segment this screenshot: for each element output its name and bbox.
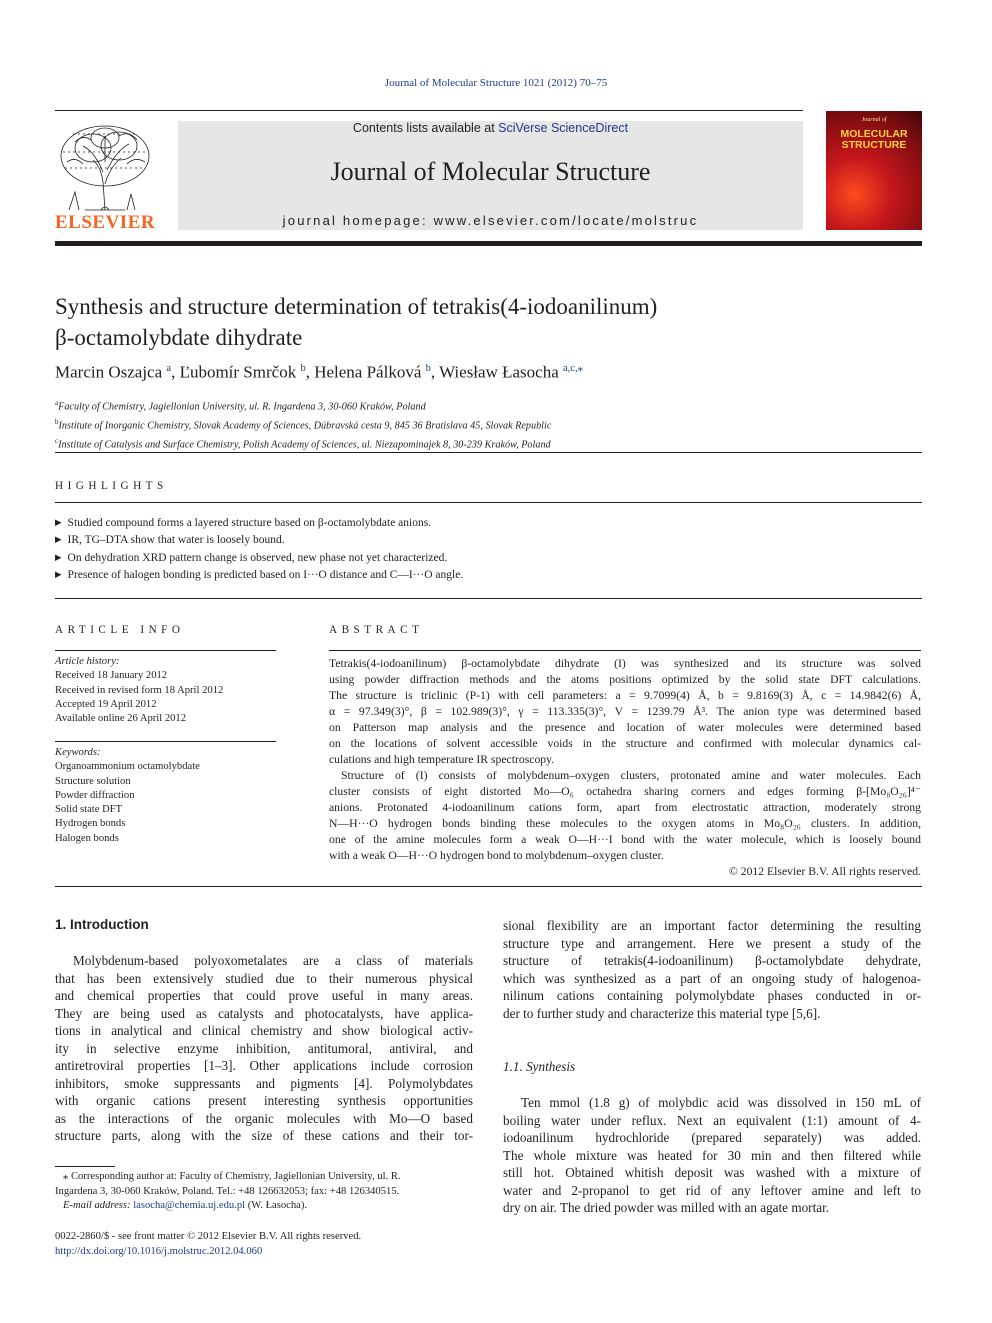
keyword-item: Structure solution <box>55 775 131 787</box>
body-line: ity in selective enzyme inhibition, antitumoral, antiviral, and <box>55 1040 473 1056</box>
article-info-rule <box>55 650 276 651</box>
cover-title-line1: MOLECULAR <box>840 128 908 140</box>
triangle-bullet-icon: ▶ <box>55 518 62 528</box>
body-line: der to further study and characterize this material type [5,6]. <box>503 1005 821 1021</box>
synthesis-text <box>503 1094 921 1217</box>
contents-line <box>178 121 803 135</box>
contents-prefix: Contents lists available at <box>352 121 499 135</box>
author-name: Helena Pálková <box>314 362 422 382</box>
author-separator: , <box>430 362 440 382</box>
introduction-text <box>55 952 473 1145</box>
abstract-line: using powder diffraction methods and the atoms positions optimized by the solid state DFT calculations. <box>329 673 921 686</box>
highlights-list <box>55 515 915 584</box>
abstract-body <box>329 656 921 880</box>
affiliation-text: Institute of Inorganic Chemistry, Slovak Academy of Sciences, Dúbravská cesta 9, 845 36 Bratislava 45, Slovak Republic <box>58 420 552 432</box>
keywords <box>55 746 276 846</box>
triangle-bullet-icon: ▶ <box>55 569 62 580</box>
header-thick-rule <box>55 241 922 246</box>
body-line: Molybdenum-based polyoxometalates are a class of materials <box>73 953 473 968</box>
body-line: sional flexibility are an important factor determining the resulting <box>503 918 921 933</box>
article-title <box>55 291 915 353</box>
title-line-2: β-octamolybdate dihydrate <box>55 325 303 350</box>
cover-title <box>826 129 922 151</box>
journal-reference[interactable]: Journal of Molecular Structure 1021 (2012) 70–75 <box>384 77 608 89</box>
highlight-text: On dehydration XRD pattern change is observed, new phase not yet characterized. <box>67 551 448 564</box>
abstract-line: culations and high temperature IR spectroscopy. <box>329 753 555 766</box>
body-line: antiretroviral properties [1–3]. Other applications include corrosion <box>55 1058 473 1073</box>
issn-line: 0022-2860/$ - see front matter © 2012 Elsevier B.V. All rights reserved. <box>55 1231 362 1242</box>
highlight-text: Presence of halogen bonding is predicted based on I···O distance and C—I···O angle. <box>67 568 464 581</box>
body-line: still hot. Obtained whitish deposit was washed with a mixture of <box>503 1165 921 1180</box>
email-line <box>55 1199 473 1214</box>
author-affil-link[interactable]: a <box>166 363 172 374</box>
cover-title-line2: STRUCTURE <box>841 139 907 151</box>
abstract-paragraph-2 <box>329 768 921 864</box>
body-line: tions in analytical and clinical chemistry and show biological activ- <box>55 1023 473 1038</box>
footnote-rule <box>55 1166 115 1167</box>
keyword-item: Solid state DFT <box>55 804 123 816</box>
body-line: structure type and arrangement. Here we present a study of the <box>503 935 921 951</box>
body-line: boiling water under reflux. Next an equivalent (1:1) amount of 4- <box>503 1112 921 1128</box>
history-item: Available online 26 April 2012 <box>55 713 187 725</box>
body-line: which was synthesized as a part of an ongoing study of halogenoa- <box>503 970 921 986</box>
author-affil-link[interactable]: b <box>300 363 306 374</box>
keywords-rule <box>55 741 276 742</box>
affiliation-text: Institute of Catalysis and Surface Chemistry, Polish Academy of Sciences, ul. Niezapominajek 8, 30-239 Kraków, Poland <box>58 439 551 451</box>
triangle-bullet-icon: ▶ <box>55 535 62 546</box>
abstract-line: α = 97.349(3)°, β = 102.989(3)°, γ = 113.335(3)°, V = 1239.79 Å³. The anion type was determined based <box>329 705 921 718</box>
abstract-paragraph-1 <box>329 656 921 768</box>
abstract-line: anions. Protonated 4-iodoanilinum cations form, apart from electrostatic attraction, moderately strong <box>329 801 921 814</box>
author-name: Ľubomír Smrčok <box>179 362 297 382</box>
highlight-item <box>55 550 915 567</box>
email-suffix: (W. Łasocha). <box>245 1200 308 1212</box>
highlight-text: IR, TG–DTA show that water is loosely bound. <box>67 534 285 547</box>
abstract-line: one of the amine molecules form a weak O—H···I bond with the water molecule, which is loosely bound <box>329 833 921 846</box>
affiliation-marker: c <box>55 436 59 445</box>
introduction-continued <box>503 917 921 1022</box>
author-list <box>55 362 915 383</box>
body-line: with organic cations present interesting synthesis opportunities <box>55 1093 473 1108</box>
body-line: structure of tetrakis(4-iodoanilinum) β-octamolybdate dehydrate, <box>503 953 921 968</box>
triangle-bullet-icon: ▶ <box>55 552 62 563</box>
author-affil-link[interactable]: a,c,⁎ <box>563 363 583 374</box>
body-line: that has been extensively studied due to their numerous physical <box>55 970 473 986</box>
body-line: iodoanilinum hydrochloride (prepared separately) was added. <box>503 1130 921 1145</box>
journal-homepage[interactable]: journal homepage: www.elsevier.com/locate/molstruc <box>282 213 699 228</box>
corresponding-author-footnote <box>55 1170 473 1214</box>
title-line-1: Synthesis and structure determination of tetrakis(4-iodoanilinum) <box>55 294 658 319</box>
abstract-line: cluster consists of eight distorted Mo—O₆ octahedra sharing corners and edges forming β-[Mo₈O₂₆]⁴⁻ <box>329 785 921 798</box>
affiliations <box>55 396 915 453</box>
history-item: Accepted 19 April 2012 <box>55 698 157 710</box>
doi-link[interactable]: http://dx.doi.org/10.1016/j.molstruc.2012.04.060 <box>55 1245 263 1257</box>
email-link[interactable]: lasocha@chemia.uj.edu.pl <box>133 1200 246 1212</box>
cover-top-text: Journal of <box>861 117 887 123</box>
affiliation-marker: b <box>55 417 59 426</box>
journal-title: Journal of Molecular Structure <box>330 157 651 186</box>
highlight-item <box>55 567 915 584</box>
abstract-line: on the locations of solvent accessible voids in the structure and confirmed with molecular dynamics cal- <box>329 737 921 750</box>
body-line: Ten mmol (1.8 g) of molybdic acid was dissolved in 150 mL of <box>521 1095 921 1110</box>
body-line: dry on air. The dried powder was milled with an agate mortar. <box>503 1200 830 1215</box>
article-info-heading: ARTICLE INFO <box>55 624 185 636</box>
abstract-line: with a weak O—H···O hydrogen bond to molybdenum–oxygen cluster. <box>329 849 664 862</box>
email-label: E-mail address: <box>63 1200 131 1212</box>
keyword-item: Powder diffraction <box>55 789 135 801</box>
copyright-line: © 2012 Elsevier B.V. All rights reserved. <box>728 865 921 878</box>
abstract-bottom-rule <box>55 886 922 887</box>
abstract-line: N—H···O hydrogen bonds binding these molecules to the oxygen atoms in Mo₈O₂₆ clusters. In addition, <box>329 817 921 830</box>
keyword-item: Hydrogen bonds <box>55 818 126 830</box>
author-name: Wiesław Łasocha <box>439 362 559 382</box>
journal-cover-image <box>826 111 922 230</box>
body-line: and chemical properties that could prove useful in many areas. <box>55 988 473 1003</box>
synthesis-heading: 1.1. Synthesis <box>503 1059 576 1074</box>
front-matter <box>55 1230 515 1259</box>
highlight-text: Studied compound forms a layered structure based on β-octamolybdate anions. <box>67 517 432 529</box>
author-name: Marcin Oszajca <box>55 362 163 382</box>
keyword-item: Organoammonium octamolybdate <box>55 761 200 773</box>
highlight-item <box>55 515 915 532</box>
abstract-rule <box>329 650 921 651</box>
history-item: Received 18 January 2012 <box>55 670 168 682</box>
highlights-heading-rule <box>55 502 922 503</box>
history-label: Article history: <box>55 656 120 667</box>
keyword-item: Halogen bonds <box>55 832 119 844</box>
highlight-item <box>55 532 915 549</box>
author-separator: , <box>171 362 180 382</box>
highlights-bottom-rule <box>55 598 922 599</box>
footnote-line: Ingardena 3, 30-060 Kraków, Poland. Tel.: +48 126632053; fax: +48 126340515. <box>55 1185 400 1197</box>
author-separator: , <box>305 362 315 382</box>
affiliation-c <box>55 434 915 453</box>
highlights-top-rule <box>55 452 922 453</box>
header-top-rule <box>55 110 803 111</box>
body-line: inhibitors, smoke suppressants and pigments [4]. Polymolybdates <box>55 1075 473 1091</box>
body-line: nilinum cations containing polymolybdate phases conducted in or- <box>503 988 921 1003</box>
abstract-line: on Patterson map analysis and the presence and location of water molecules were determined based <box>329 721 921 734</box>
elsevier-tree-icon <box>55 122 155 214</box>
footnote-line: ⁎ Corresponding author at: Faculty of Chemistry, Jagiellonian University, ul. R. <box>63 1171 401 1182</box>
abstract-line: Tetrakis(4-iodoanilinum) β-octamolybdate dihydrate (I) was synthesized and its structure was solved <box>329 657 921 670</box>
highlights-heading: HIGHLIGHTS <box>55 480 168 492</box>
keywords-label: Keywords: <box>55 747 101 758</box>
elsevier-wordmark: ELSEVIER <box>55 212 156 233</box>
abstract-line: The structure is triclinic (P-1) with cell parameters: a = 9.7099(4) Å, b = 9.8169(3) Å, c = 14.9842(6) Å, <box>329 689 921 702</box>
body-line: water and 2-propanol to get rid of any leftover amine and left to <box>503 1182 921 1198</box>
article-history <box>55 655 276 726</box>
sciencedirect-link[interactable]: SciVerse ScienceDirect <box>498 121 629 135</box>
author-affil-link[interactable]: b <box>425 363 431 374</box>
body-line: The whole mixture was heated for 30 min and then filtered while <box>503 1147 921 1163</box>
abstract-heading: ABSTRACT <box>329 624 424 636</box>
abstract-line: Structure of (I) consists of molybdenum–oxygen clusters, protonated amine and water molecules. Each <box>341 769 921 782</box>
affiliation-text: Faculty of Chemistry, Jagiellonian University, ul. R. Ingardena 3, 30-060 Kraków, Poland <box>58 401 426 413</box>
body-line: as the interactions of the organic molecules with Mo—O based <box>55 1110 473 1126</box>
body-line: structure parts, along with the size of these cations and their tor- <box>55 1128 473 1143</box>
affiliation-a <box>55 396 915 415</box>
affiliation-marker: a <box>55 399 59 407</box>
history-item: Received in revised form 18 April 2012 <box>55 684 224 696</box>
introduction-heading: 1. Introduction <box>55 917 149 932</box>
body-line: They are being used as catalysts and photocatalysts, have applica- <box>55 1005 473 1021</box>
affiliation-b <box>55 415 915 434</box>
